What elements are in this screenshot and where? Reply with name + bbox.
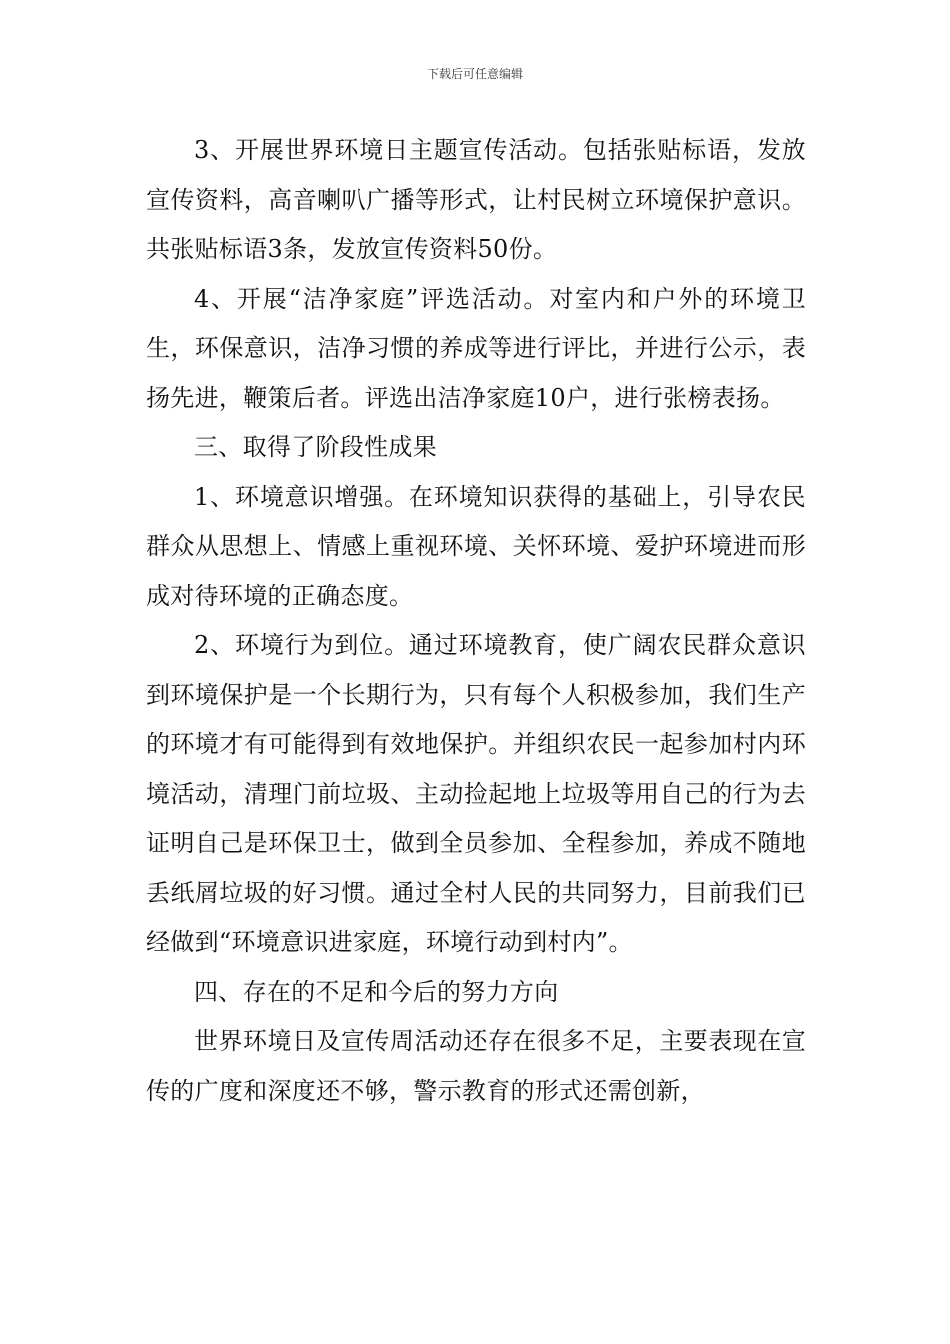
section-heading-shortcomings: 四、存在的不足和今后的努力方向 — [194, 977, 559, 1006]
paragraph-result-2: 2、环境行为到位。通过环境教育，使广阔农民群众意识到环境保护是一个长期行为，只有每个人积极参加，我们生产的环境才有可能得到有效地保护。并组织农民一起参加村内环境活动，清理门前垃圾、主动捡起地上垃圾等用自己的行为去证明自己是环保卫士，做到全员参加、全程参加，养成不随地丢纸屑垃圾的好习惯。通过全村人民的共同努力，目前我们已经做到“环境意识进家庭，环境行动到村内”。 — [146, 631, 806, 956]
paragraph-item-4: 4、开展“洁净家庭”评选活动。对室内和户外的环境卫生，环保意识，洁净习惯的养成等进行评比，并进行公示，表扬先进，鞭策后者。评选出洁净家庭10户，进行张榜表扬。 — [146, 284, 806, 412]
paragraph-item-3: 3、开展世界环境日主题宣传活动。包括张贴标语，发放宣传资料，高音喇叭广播等形式，让村民树立环境保护意识。共张贴标语3条，发放宣传资料50份。 — [146, 136, 806, 263]
document-body — [146, 126, 806, 1116]
paragraph-shortcomings: 世界环境日及宣传周活动还存在很多不足，主要表现在宣传的广度和深度还不够，警示教育的形式还需创新， — [146, 1027, 806, 1105]
section-heading-results: 三、取得了阶段性成果 — [194, 433, 437, 461]
page-header: 下载后可任意编辑 — [426, 67, 523, 81]
paragraph-result-1: 1、环境意识增强。在环境知识获得的基础上，引导农民群众从思想上、情感上重视环境、关怀环境、爱护环境进而形成对待环境的正确态度。 — [146, 482, 806, 610]
